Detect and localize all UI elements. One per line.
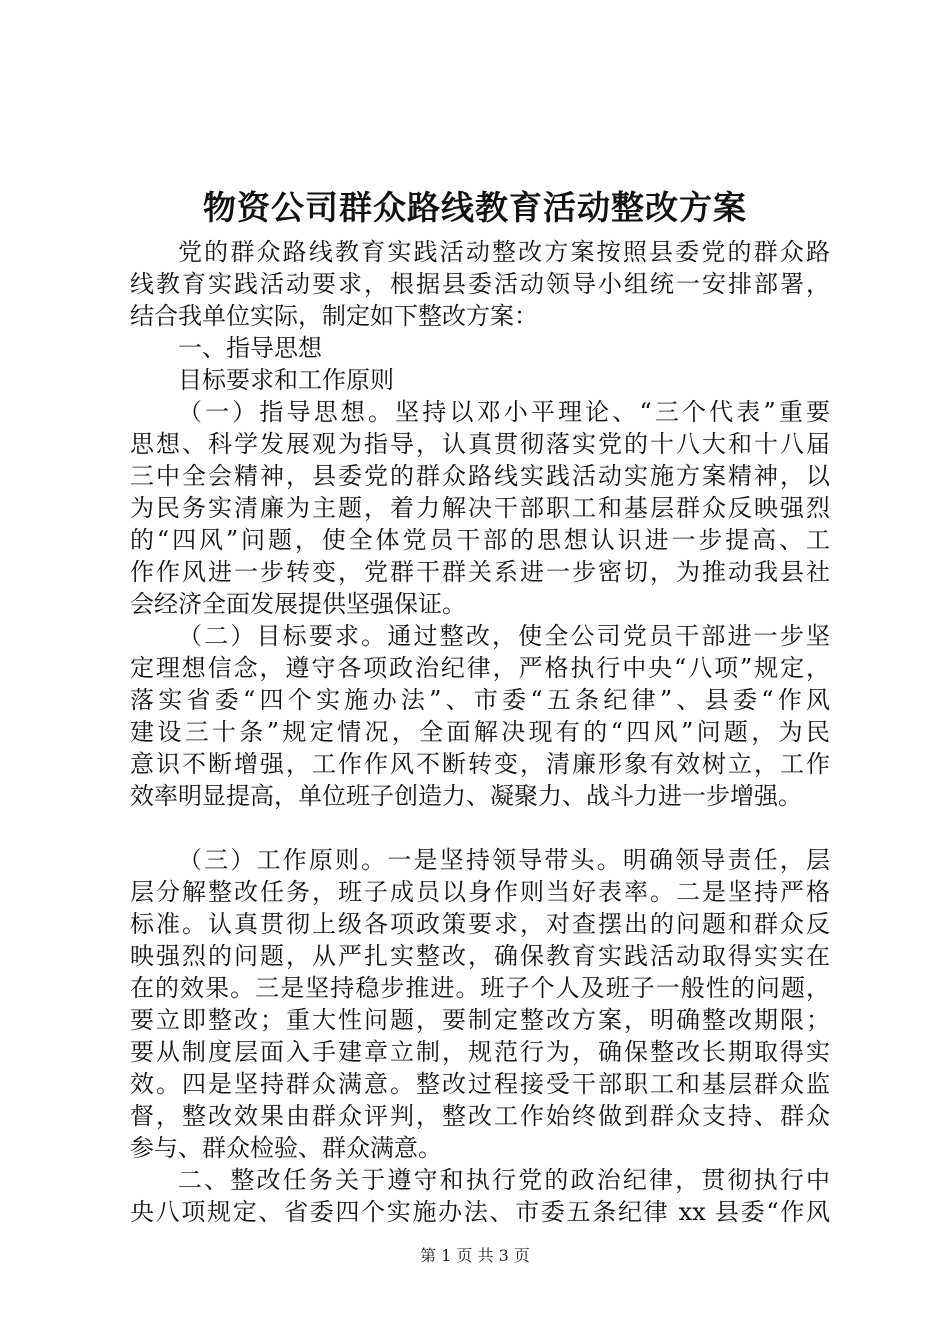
blank-line bbox=[130, 812, 830, 844]
text-line: 映强烈的问题，从严扎实整改，确保教育实践活动取得实实在 bbox=[130, 942, 830, 970]
text-line: 定理想信念，遵守各项政治纪律，严格执行中央“八项”规定， bbox=[130, 654, 830, 682]
text-line: 建设三十条”规定情况，全面解决现有的“四风”问题，为民 bbox=[130, 718, 830, 746]
text-line: 参与、群众检验、群众满意。 bbox=[130, 1134, 442, 1162]
text-line: （三）工作原则。一是坚持领导带头。明确领导责任，层 bbox=[178, 846, 830, 874]
text-line: 层分解整改任务，班子成员以身作则当好表率。二是坚持严格 bbox=[130, 878, 830, 906]
text-line: 二、整改任务关于遵守和执行党的政治纪律，贯彻执行中 bbox=[178, 1166, 830, 1194]
page-footer: 第 1 页 共 3 页 bbox=[420, 1246, 530, 1265]
text-line: 要立即整改；重大性问题，要制定整改方案，明确整改期限； bbox=[130, 1006, 830, 1034]
text-line: 一、指导思想 bbox=[178, 334, 322, 362]
text-line: 央八项规定、省委四个实施办法、市委五条纪律 xx 县委“作风 bbox=[130, 1198, 830, 1226]
text-line: 要从制度层面入手建章立制，规范行为，确保整改长期取得实 bbox=[130, 1038, 830, 1066]
text-line: （二）目标要求。通过整改，使全公司党员干部进一步坚 bbox=[178, 622, 830, 650]
text-line: 督，整改效果由群众评判，整改工作始终做到群众支持、群众 bbox=[130, 1102, 830, 1130]
text-line: 效率明显提高，单位班子创造力、凝聚力、战斗力进一步增强。 bbox=[130, 782, 802, 810]
document-title: 物资公司群众路线教育活动整改方案 bbox=[203, 188, 747, 227]
text-line: 作作风进一步转变，党群干群关系进一步密切，为推动我县社 bbox=[130, 558, 830, 586]
text-line: 党的群众路线教育实践活动整改方案按照县委党的群众路 bbox=[178, 238, 830, 266]
text-line: 会经济全面发展提供坚强保证。 bbox=[130, 590, 466, 618]
text-line: 在的效果。三是坚持稳步推进。班子个人及班子一般性的问题， bbox=[130, 974, 830, 1002]
text-line: 三中全会精神，县委党的群众路线实践活动实施方案精神，以 bbox=[130, 462, 830, 490]
text-line: 思想、科学发展观为指导，认真贯彻落实党的十八大和十八届 bbox=[130, 430, 830, 458]
text-line: （一）指导思想。坚持以邓小平理论、“三个代表”重要 bbox=[178, 398, 830, 426]
text-line: 结合我单位实际，制定如下整改方案： bbox=[130, 302, 538, 330]
text-line: 落实省委“四个实施办法”、市委“五条纪律”、县委“作风 bbox=[130, 686, 830, 714]
text-line: 为民务实清廉为主题，着力解决干部职工和基层群众反映强烈 bbox=[130, 494, 830, 522]
text-line: 的“四风”问题，使全体党员干部的思想认识进一步提高、工 bbox=[130, 526, 830, 554]
document-body bbox=[130, 236, 830, 1228]
text-line: 目标要求和工作原则 bbox=[178, 366, 394, 394]
text-line: 效。四是坚持群众满意。整改过程接受干部职工和基层群众监 bbox=[130, 1070, 830, 1098]
text-line: 线教育实践活动要求，根据县委活动领导小组统一安排部署， bbox=[130, 270, 830, 298]
text-line: 意识不断增强，工作作风不断转变，清廉形象有效树立，工作 bbox=[130, 750, 830, 778]
text-line: 标准。认真贯彻上级各项政策要求，对查摆出的问题和群众反 bbox=[130, 910, 830, 938]
